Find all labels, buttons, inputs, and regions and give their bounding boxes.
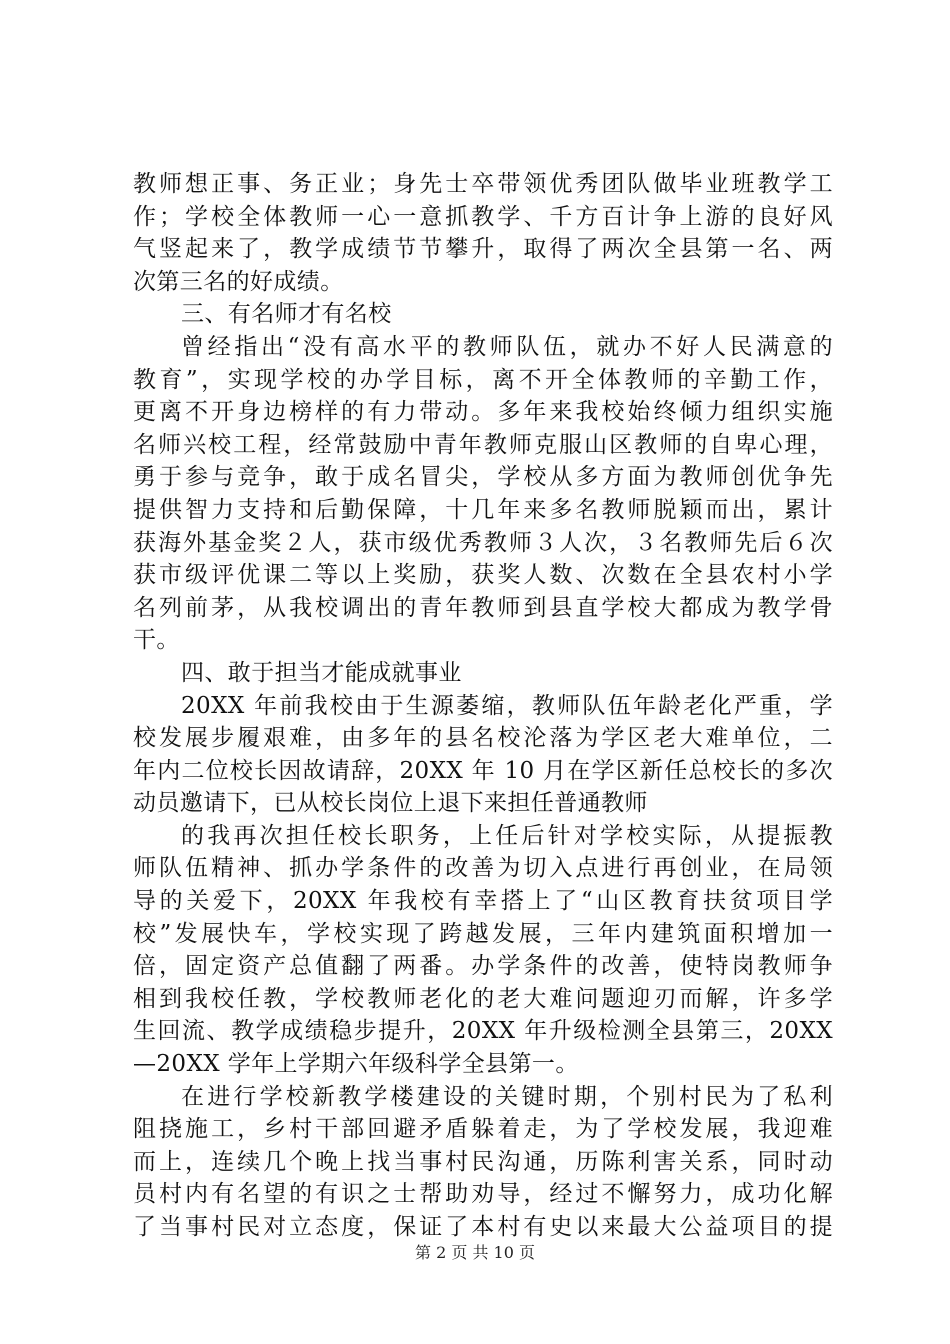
- text-line: 校发展步履艰难，由多年的县名校沦落为学区老大难单位，二: [133, 725, 833, 752]
- text-line: 提供智力支持和后勤保障，十几年来多名教师脱颖而出，累计: [133, 496, 833, 523]
- text-line: 气竖起来了，教学成绩节节攀升，取得了两次全县第一名、两: [133, 236, 833, 263]
- text-line: 次第三名的好成绩。: [133, 268, 344, 295]
- text-line: 三、有名师才有名校: [181, 301, 392, 328]
- text-line: 勇于参与竞争，敢于成名冒尖，学校从多方面为教师创优争先: [133, 464, 833, 491]
- text-line: 了当事村民对立态度，保证了本村有史以来最大公益项目的提: [133, 1214, 833, 1240]
- text-line: 获市级评优课二等以上奖励，获奖人数、次数在全县农村小学: [133, 562, 833, 589]
- page-footer: 第 2 页 共 10 页: [415, 1243, 535, 1262]
- text-line: 校”发展快车，学校实现了跨越发展，三年内建筑面积增加一: [133, 920, 833, 947]
- text-line: 阻挠施工，乡村干部回避矛盾躲着走，为了学校发展，我迎难: [133, 1116, 833, 1143]
- text-line: 更离不开身边榜样的有力带动。多年来我校始终倾力组织实施: [133, 399, 833, 426]
- text-line: 而上，连续几个晚上找当事村民沟通，历陈利害关系，同时动: [133, 1148, 833, 1175]
- text-line: 20XX 年前我校由于生源萎缩，教师队伍年龄老化严重，学: [181, 692, 833, 719]
- document-body: [133, 168, 833, 1244]
- text-line: 相到我校任教，学校教师老化的老大难问题迎刃而解，许多学: [133, 985, 833, 1012]
- text-line: —20XX 学年上学期六年级科学全县第一。: [133, 1051, 579, 1078]
- text-line: 干。: [133, 627, 180, 654]
- text-line: 的我再次担任校长职务，上任后针对学校实际，从提振教: [181, 822, 833, 849]
- text-line: 生回流、教学成绩稳步提升，20XX 年升级检测全县第三，20XX: [133, 1018, 833, 1045]
- text-line: 曾经指出“没有高水平的教师队伍，就办不好人民满意的: [181, 333, 833, 360]
- text-line: 名列前茅，从我校调出的青年教师到县直学校大都成为教学骨: [133, 594, 833, 621]
- text-line: 作；学校全体教师一心一意抓教学、千方百计争上游的良好风: [133, 203, 833, 230]
- text-line: 年内二位校长因故请辞，20XX 年 10 月在学区新任总校长的多次: [133, 757, 833, 784]
- text-line: 获海外基金奖２人，获市级优秀教师３人次，３名教师先后６次: [133, 529, 833, 556]
- text-line: 四、敢于担当才能成就事业: [181, 659, 462, 686]
- text-line: 倍，固定资产总值翻了两番。办学条件的改善，使特岗教师争: [133, 953, 833, 980]
- text-line: 教育”，实现学校的办学目标，离不开全体教师的辛勤工作，: [133, 366, 833, 393]
- text-line: 教师想正事、务正业；身先士卒带领优秀团队做毕业班教学工: [133, 171, 833, 197]
- text-line: 动员邀请下，已从校长岗位上退下来担任普通教师: [133, 790, 648, 817]
- text-line: 员村内有名望的有识之士帮助劝导，经过不懈努力，成功化解: [133, 1181, 833, 1208]
- text-line: 名师兴校工程，经常鼓励中青年教师克服山区教师的自卑心理，: [133, 431, 833, 458]
- text-line: 师队伍精神、抓办学条件的改善为切入点进行再创业，在局领: [133, 855, 833, 882]
- text-line: 导的关爱下，20XX 年我校有幸搭上了“山区教育扶贫项目学: [133, 888, 833, 915]
- text-line: 在进行学校新教学楼建设的关键时期，个别村民为了私利: [181, 1083, 833, 1110]
